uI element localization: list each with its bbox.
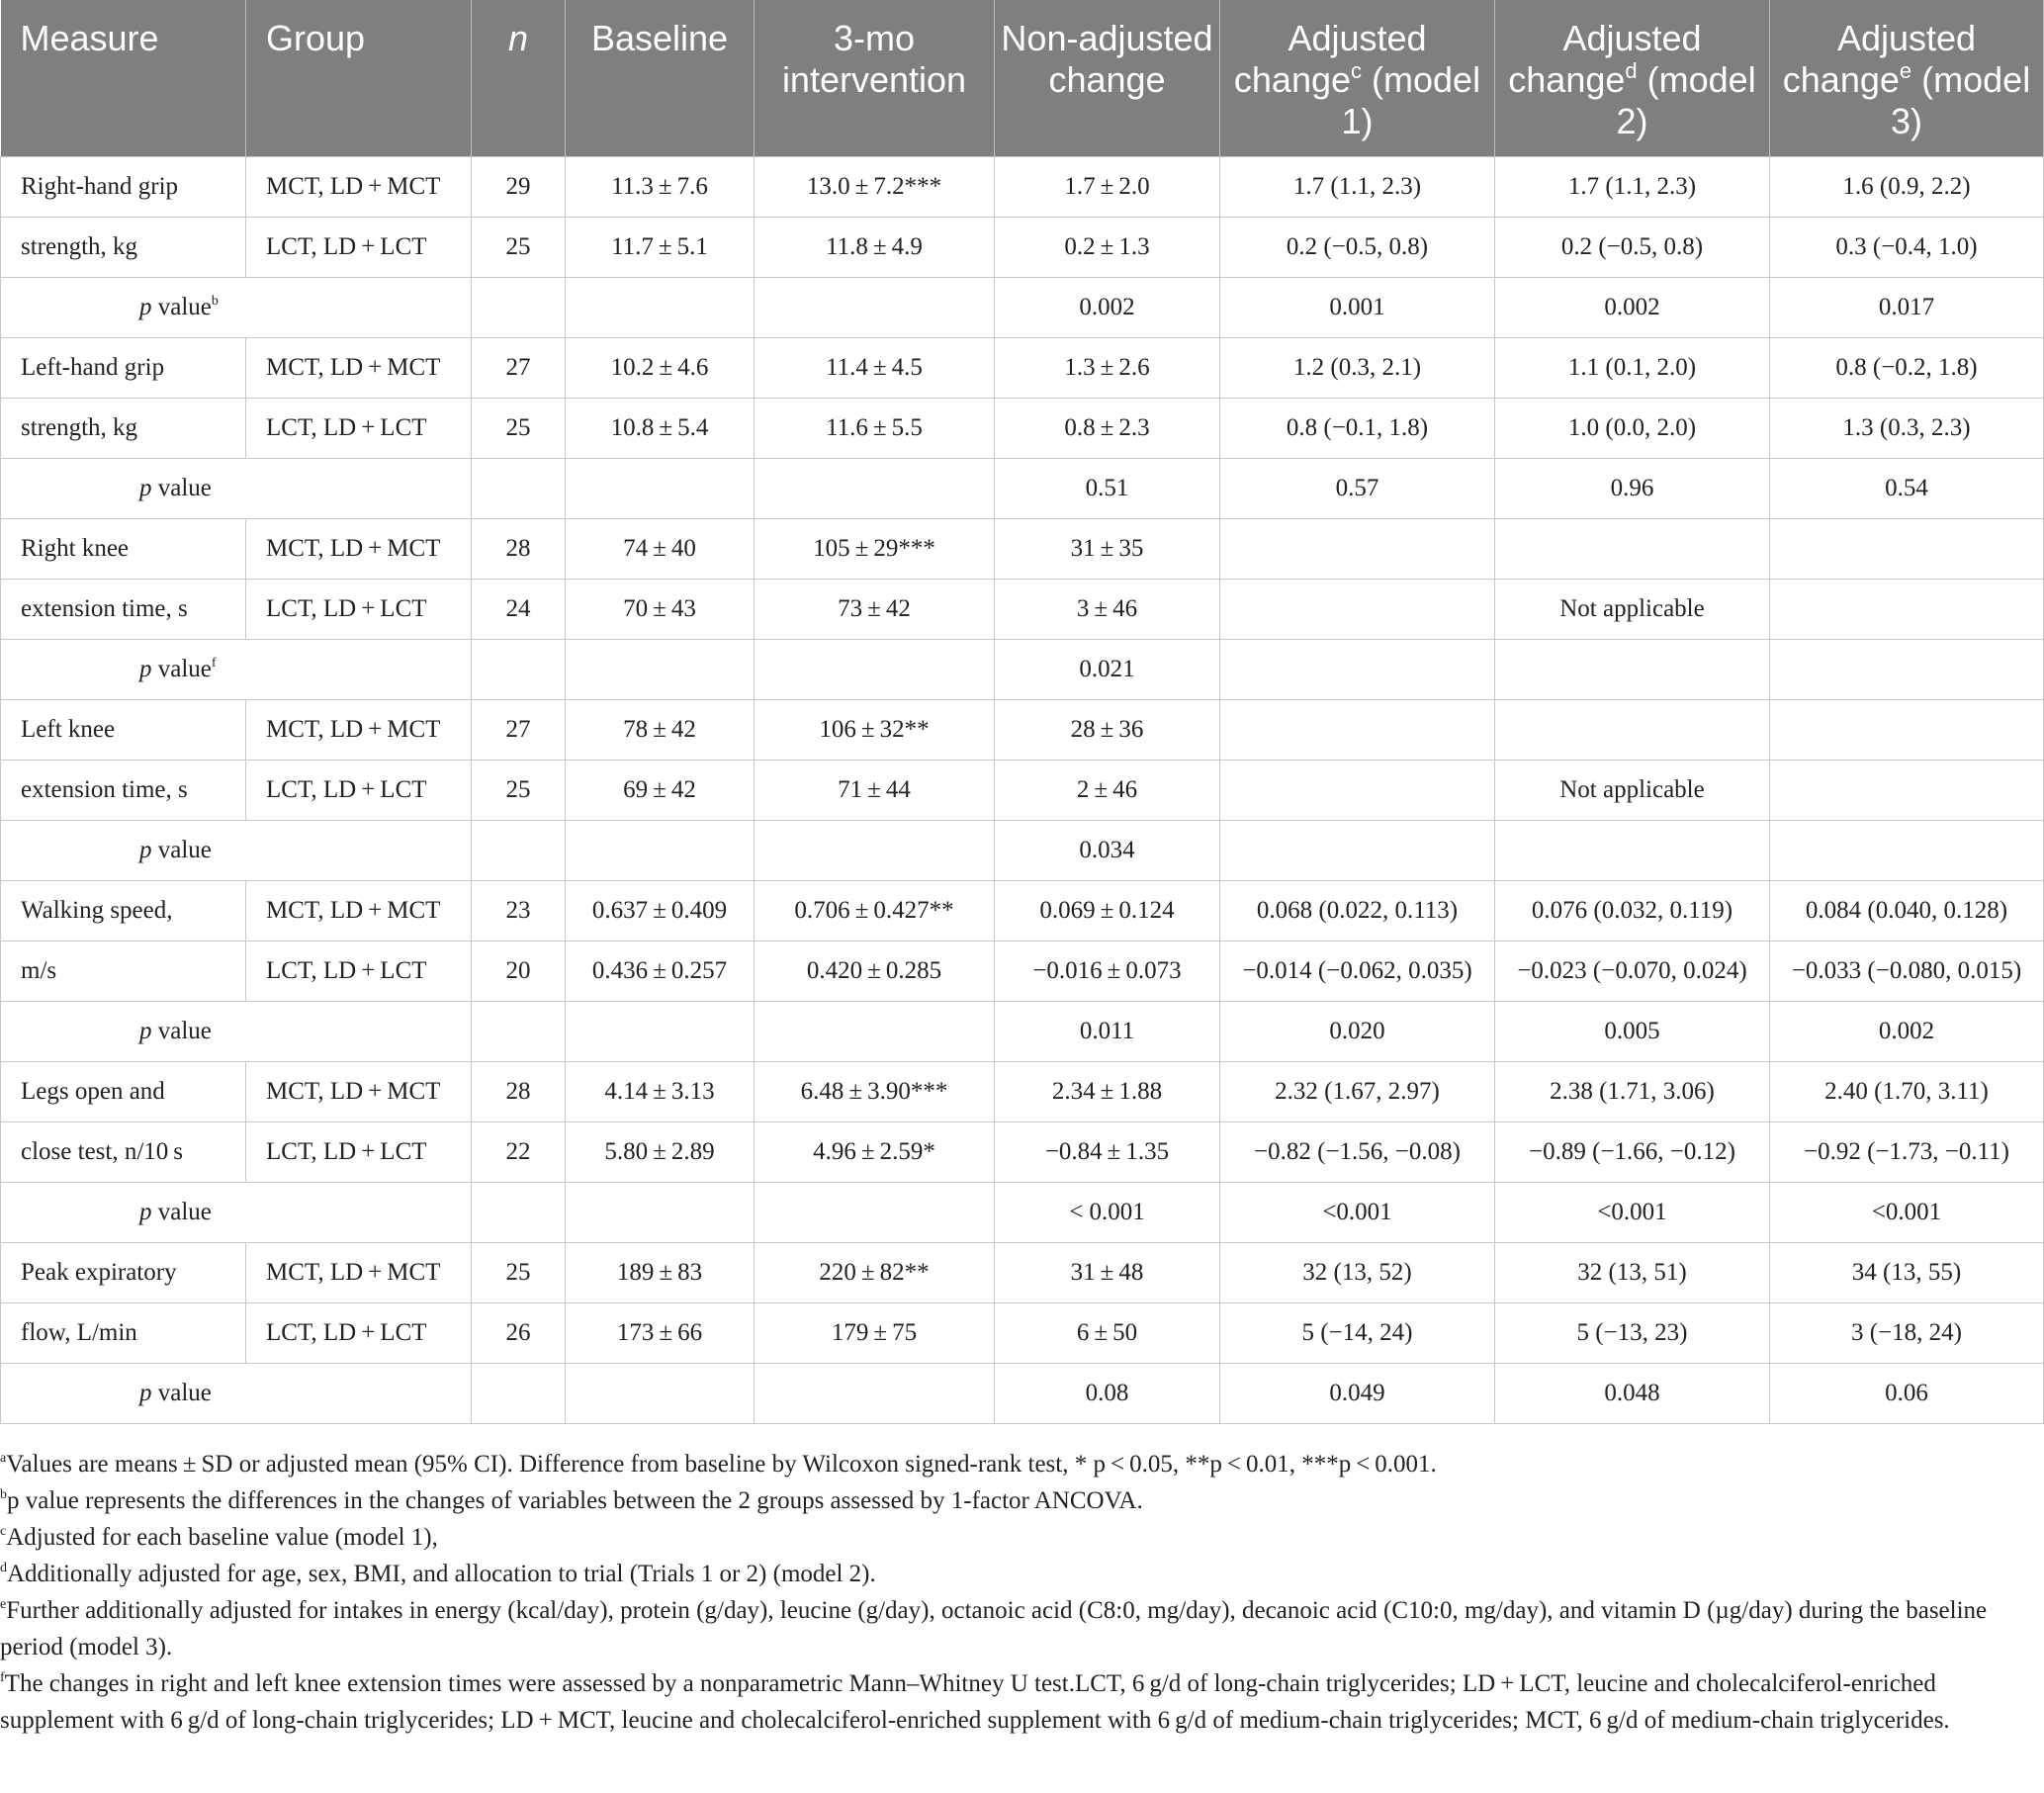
cell-empty <box>755 458 995 518</box>
cell-baseline: 0.436 ± 0.257 <box>566 941 755 1001</box>
table-row <box>1 217 2044 277</box>
cell-measure: close test, n/10 s <box>1 1121 246 1182</box>
cell-model-1: 0.8 (−0.1, 1.8) <box>1220 398 1495 458</box>
cell-measure: Walking speed, <box>1 880 246 941</box>
cell-p-model-2: 0.048 <box>1495 1363 1770 1423</box>
cell-p-value-label: p value$^b$ <box>1 277 472 337</box>
cell-nonadjusted: 0.2 ± 1.3 <box>995 217 1220 277</box>
cell-model-2: 0.2 (−0.5, 0.8) <box>1495 217 1770 277</box>
cell-p-nonadjusted: 0.011 <box>995 1001 1220 1061</box>
header-adjusted-model-1: Adjusted change$^c$ (model 1) <box>1220 0 1495 156</box>
cell-n: 22 <box>472 1121 566 1182</box>
cell-model-1: 32 (13, 52) <box>1220 1242 1495 1302</box>
cell-n: 27 <box>472 337 566 398</box>
header-group: Group <box>246 0 472 156</box>
cell-measure: Legs open and <box>1 1061 246 1121</box>
cell-baseline: 70 ± 43 <box>566 579 755 639</box>
cell-model-2: Not applicable <box>1495 760 1770 820</box>
cell-intervention: 11.8 ± 4.9 <box>755 217 995 277</box>
cell-group: MCT, LD + MCT <box>246 1061 472 1121</box>
cell-empty <box>472 820 566 880</box>
cell-p-value-label: p value <box>1 1001 472 1061</box>
cell-empty <box>566 1363 755 1423</box>
cell-p-model-1: 0.001 <box>1220 277 1495 337</box>
cell-group: MCT, LD + MCT <box>246 699 472 760</box>
cell-p-nonadjusted: 0.002 <box>995 277 1220 337</box>
cell-measure: Left knee <box>1 699 246 760</box>
cell-empty <box>566 277 755 337</box>
cell-group: LCT, LD + LCT <box>246 941 472 1001</box>
cell-group: LCT, LD + LCT <box>246 579 472 639</box>
cell-empty <box>755 277 995 337</box>
cell-empty <box>566 639 755 699</box>
cell-n: 25 <box>472 217 566 277</box>
cell-p-nonadjusted: 0.021 <box>995 639 1220 699</box>
cell-group: MCT, LD + MCT <box>246 337 472 398</box>
cell-p-model-2: 0.005 <box>1495 1001 1770 1061</box>
cell-model-1: 2.32 (1.67, 2.97) <box>1220 1061 1495 1121</box>
cell-baseline: 69 ± 42 <box>566 760 755 820</box>
cell-intervention: 11.4 ± 4.5 <box>755 337 995 398</box>
cell-model-3 <box>1770 699 2044 760</box>
cell-group: LCT, LD + LCT <box>246 217 472 277</box>
cell-model-3: −0.033 (−0.080, 0.015) <box>1770 941 2044 1001</box>
cell-model-1 <box>1220 699 1495 760</box>
cell-model-1: −0.82 (−1.56, −0.08) <box>1220 1121 1495 1182</box>
p-value-row <box>1 1363 2044 1423</box>
cell-p-nonadjusted: < 0.001 <box>995 1182 1220 1242</box>
cell-model-2: 32 (13, 51) <box>1495 1242 1770 1302</box>
cell-empty <box>566 820 755 880</box>
cell-empty <box>566 1182 755 1242</box>
cell-nonadjusted: 2.34 ± 1.88 <box>995 1061 1220 1121</box>
table-row <box>1 337 2044 398</box>
cell-model-2: 5 (−13, 23) <box>1495 1302 1770 1363</box>
cell-model-1: 0.2 (−0.5, 0.8) <box>1220 217 1495 277</box>
cell-p-nonadjusted: 0.08 <box>995 1363 1220 1423</box>
cell-p-model-2: 0.96 <box>1495 458 1770 518</box>
table-row <box>1 1302 2044 1363</box>
cell-p-model-3: 0.002 <box>1770 1001 2044 1061</box>
cell-model-3: 0.8 (−0.2, 1.8) <box>1770 337 2044 398</box>
header-row <box>1 0 2044 156</box>
cell-empty <box>472 1363 566 1423</box>
cell-group: MCT, LD + MCT <box>246 1242 472 1302</box>
cell-empty <box>566 1001 755 1061</box>
cell-baseline: 4.14 ± 3.13 <box>566 1061 755 1121</box>
cell-group: MCT, LD + MCT <box>246 518 472 579</box>
footnote: $^b$p value represents the differences in the changes of variables between the 2 groups assessed by 1-factor ANCOVA. <box>0 1487 1143 1514</box>
cell-p-value-label: p value$^f$ <box>1 639 472 699</box>
footnote: $^c$Adjusted for each baseline value (model 1), <box>0 1524 438 1551</box>
cell-intervention: 220 ± 82** <box>755 1242 995 1302</box>
cell-group: MCT, LD + MCT <box>246 156 472 217</box>
cell-nonadjusted: 6 ± 50 <box>995 1302 1220 1363</box>
cell-nonadjusted: 2 ± 46 <box>995 760 1220 820</box>
cell-model-2: Not applicable <box>1495 579 1770 639</box>
cell-model-1: 5 (−14, 24) <box>1220 1302 1495 1363</box>
cell-model-3: −0.92 (−1.73, −0.11) <box>1770 1121 2044 1182</box>
cell-model-3: 3 (−18, 24) <box>1770 1302 2044 1363</box>
cell-model-2: 1.0 (0.0, 2.0) <box>1495 398 1770 458</box>
cell-n: 27 <box>472 699 566 760</box>
table-row <box>1 579 2044 639</box>
cell-p-nonadjusted: 0.034 <box>995 820 1220 880</box>
cell-model-1: 0.068 (0.022, 0.113) <box>1220 880 1495 941</box>
cell-intervention: 4.96 ± 2.59* <box>755 1121 995 1182</box>
header-measure: Measure <box>1 0 246 156</box>
cell-group: MCT, LD + MCT <box>246 880 472 941</box>
header-baseline: Baseline <box>566 0 755 156</box>
cell-model-2: −0.89 (−1.66, −0.12) <box>1495 1121 1770 1182</box>
header-n: n <box>472 0 566 156</box>
cell-baseline: 189 ± 83 <box>566 1242 755 1302</box>
cell-model-2: 1.1 (0.1, 2.0) <box>1495 337 1770 398</box>
header-adjusted-model-3: Adjusted change$^e$ (model 3) <box>1770 0 2044 156</box>
cell-model-1: 1.2 (0.3, 2.1) <box>1220 337 1495 398</box>
cell-measure: extension time, s <box>1 760 246 820</box>
cell-nonadjusted: 3 ± 46 <box>995 579 1220 639</box>
cell-baseline: 173 ± 66 <box>566 1302 755 1363</box>
cell-measure: strength, kg <box>1 398 246 458</box>
cell-model-3 <box>1770 518 2044 579</box>
cell-nonadjusted: 1.7 ± 2.0 <box>995 156 1220 217</box>
cell-p-model-3 <box>1770 639 2044 699</box>
cell-nonadjusted: 0.8 ± 2.3 <box>995 398 1220 458</box>
cell-model-2: 0.076 (0.032, 0.119) <box>1495 880 1770 941</box>
p-value-row <box>1 820 2044 880</box>
cell-p-model-1: 0.049 <box>1220 1363 1495 1423</box>
footnote: $^d$Additionally adjusted for age, sex, BMI, and allocation to trial (Trials 1 or 2) (model 2). <box>0 1561 876 1587</box>
cell-baseline: 78 ± 42 <box>566 699 755 760</box>
cell-empty <box>755 820 995 880</box>
cell-model-3: 1.3 (0.3, 2.3) <box>1770 398 2044 458</box>
cell-measure: Right-hand grip <box>1 156 246 217</box>
cell-n: 26 <box>472 1302 566 1363</box>
cell-n: 20 <box>472 941 566 1001</box>
cell-empty <box>755 1363 995 1423</box>
cell-group: LCT, LD + LCT <box>246 398 472 458</box>
cell-p-value-label: p value <box>1 1182 472 1242</box>
cell-measure: Left-hand grip <box>1 337 246 398</box>
cell-p-model-1: <0.001 <box>1220 1182 1495 1242</box>
cell-p-model-1: 0.57 <box>1220 458 1495 518</box>
cell-empty <box>472 1182 566 1242</box>
cell-measure: flow, L/min <box>1 1302 246 1363</box>
cell-p-model-2: <0.001 <box>1495 1182 1770 1242</box>
cell-measure: extension time, s <box>1 579 246 639</box>
footnote: $^e$Further additionally adjusted for intakes in energy (kcal/day), protein (g/day), leucine (g/day), octanoic acid (C8:0, mg/day), decanoic acid (C10:0, mg/day), and vitamin D (µg/day) during the baseline period (model 3). <box>0 1597 1988 1660</box>
table-row <box>1 1121 2044 1182</box>
cell-baseline: 10.8 ± 5.4 <box>566 398 755 458</box>
cell-model-3 <box>1770 760 2044 820</box>
cell-empty <box>472 1001 566 1061</box>
cell-intervention: 6.48 ± 3.90*** <box>755 1061 995 1121</box>
cell-model-3: 1.6 (0.9, 2.2) <box>1770 156 2044 217</box>
cell-empty <box>755 1001 995 1061</box>
cell-baseline: 11.7 ± 5.1 <box>566 217 755 277</box>
cell-empty <box>472 277 566 337</box>
cell-n: 25 <box>472 760 566 820</box>
cell-baseline: 0.637 ± 0.409 <box>566 880 755 941</box>
cell-measure: m/s <box>1 941 246 1001</box>
header-intervention: 3-mo intervention <box>755 0 995 156</box>
cell-p-model-2 <box>1495 639 1770 699</box>
p-value-row <box>1 1001 2044 1061</box>
cell-baseline: 10.2 ± 4.6 <box>566 337 755 398</box>
cell-measure: strength, kg <box>1 217 246 277</box>
header-adjusted-model-2: Adjusted change$^d$ (model 2) <box>1495 0 1770 156</box>
cell-empty <box>566 458 755 518</box>
table-row <box>1 156 2044 217</box>
cell-group: LCT, LD + LCT <box>246 760 472 820</box>
cell-model-3: 0.084 (0.040, 0.128) <box>1770 880 2044 941</box>
cell-n: 28 <box>472 518 566 579</box>
table-row <box>1 1061 2044 1121</box>
cell-nonadjusted: 0.069 ± 0.124 <box>995 880 1220 941</box>
cell-p-model-1 <box>1220 820 1495 880</box>
cell-measure: Peak expiratory <box>1 1242 246 1302</box>
cell-model-2 <box>1495 518 1770 579</box>
cell-intervention: 73 ± 42 <box>755 579 995 639</box>
p-value-row <box>1 639 2044 699</box>
cell-model-2: 2.38 (1.71, 3.06) <box>1495 1061 1770 1121</box>
cell-model-2: 1.7 (1.1, 2.3) <box>1495 156 1770 217</box>
cell-n: 25 <box>472 398 566 458</box>
cell-p-value-label: p value <box>1 1363 472 1423</box>
cell-p-model-3: 0.54 <box>1770 458 2044 518</box>
cell-p-value-label: p value <box>1 458 472 518</box>
header-nonadjusted: Non-adjusted change <box>995 0 1220 156</box>
cell-model-3: 0.3 (−0.4, 1.0) <box>1770 217 2044 277</box>
cell-n: 28 <box>472 1061 566 1121</box>
cell-intervention: 71 ± 44 <box>755 760 995 820</box>
cell-nonadjusted: −0.016 ± 0.073 <box>995 941 1220 1001</box>
cell-model-3: 2.40 (1.70, 3.11) <box>1770 1061 2044 1121</box>
cell-model-2 <box>1495 699 1770 760</box>
cell-nonadjusted: 31 ± 48 <box>995 1242 1220 1302</box>
table-row <box>1 1242 2044 1302</box>
cell-model-3: 34 (13, 55) <box>1770 1242 2044 1302</box>
cell-p-model-3 <box>1770 820 2044 880</box>
cell-nonadjusted: 28 ± 36 <box>995 699 1220 760</box>
cell-baseline: 74 ± 40 <box>566 518 755 579</box>
cell-n: 25 <box>472 1242 566 1302</box>
cell-measure: Right knee <box>1 518 246 579</box>
cell-intervention: 0.420 ± 0.285 <box>755 941 995 1001</box>
cell-p-model-2: 0.002 <box>1495 277 1770 337</box>
p-value-row <box>1 458 2044 518</box>
cell-p-model-3: 0.06 <box>1770 1363 2044 1423</box>
table-row <box>1 699 2044 760</box>
cell-model-1 <box>1220 579 1495 639</box>
cell-n: 29 <box>472 156 566 217</box>
cell-intervention: 0.706 ± 0.427** <box>755 880 995 941</box>
p-value-row <box>1 1182 2044 1242</box>
cell-empty <box>472 639 566 699</box>
cell-p-model-3: 0.017 <box>1770 277 2044 337</box>
cell-nonadjusted: −0.84 ± 1.35 <box>995 1121 1220 1182</box>
cell-group: LCT, LD + LCT <box>246 1302 472 1363</box>
cell-p-model-1: 0.020 <box>1220 1001 1495 1061</box>
cell-intervention: 11.6 ± 5.5 <box>755 398 995 458</box>
cell-nonadjusted: 1.3 ± 2.6 <box>995 337 1220 398</box>
cell-group: LCT, LD + LCT <box>246 1121 472 1182</box>
table-row <box>1 398 2044 458</box>
cell-empty <box>755 639 995 699</box>
footnote: $^a$Values are means ± SD or adjusted mean (95% CI). Difference from baseline by Wilcoxon signed-rank test, * p < 0.05, **p < 0.01, ***p < 0.001. <box>0 1451 1437 1478</box>
cell-p-nonadjusted: 0.51 <box>995 458 1220 518</box>
cell-empty <box>755 1182 995 1242</box>
cell-p-value-label: p value <box>1 820 472 880</box>
cell-model-1 <box>1220 518 1495 579</box>
cell-empty <box>472 458 566 518</box>
cell-n: 24 <box>472 579 566 639</box>
cell-intervention: 106 ± 32** <box>755 699 995 760</box>
cell-p-model-1 <box>1220 639 1495 699</box>
cell-model-3 <box>1770 579 2044 639</box>
cell-model-1: 1.7 (1.1, 2.3) <box>1220 156 1495 217</box>
cell-p-model-2 <box>1495 820 1770 880</box>
table-footnotes <box>0 1446 1998 1739</box>
footnote: $^f$The changes in right and left knee extension times were assessed by a nonparametric Mann–Whitney U test.LCT, 6 g/d of long-chain triglycerides; LD + LCT, leucine and cholecalciferol-enriched supplement with 6 g/d of long-chain triglycerides; LD + MCT, leucine and cholecalciferol-enriched supplement with 6 g/d of medium-chain triglycerides; MCT, 6 g/d of medium-chain triglycerides. <box>0 1670 1950 1734</box>
cell-model-1 <box>1220 760 1495 820</box>
table-row <box>1 941 2044 1001</box>
cell-baseline: 5.80 ± 2.89 <box>566 1121 755 1182</box>
table-row <box>1 880 2044 941</box>
table-body <box>1 156 2044 1423</box>
cell-p-model-3: <0.001 <box>1770 1182 2044 1242</box>
cell-intervention: 105 ± 29*** <box>755 518 995 579</box>
cell-nonadjusted: 31 ± 35 <box>995 518 1220 579</box>
cell-intervention: 179 ± 75 <box>755 1302 995 1363</box>
cell-model-1: −0.014 (−0.062, 0.035) <box>1220 941 1495 1001</box>
cell-model-2: −0.023 (−0.070, 0.024) <box>1495 941 1770 1001</box>
cell-baseline: 11.3 ± 7.6 <box>566 156 755 217</box>
table-row <box>1 760 2044 820</box>
table-row <box>1 518 2044 579</box>
p-value-row <box>1 277 2044 337</box>
cell-n: 23 <box>472 880 566 941</box>
cell-intervention: 13.0 ± 7.2*** <box>755 156 995 217</box>
